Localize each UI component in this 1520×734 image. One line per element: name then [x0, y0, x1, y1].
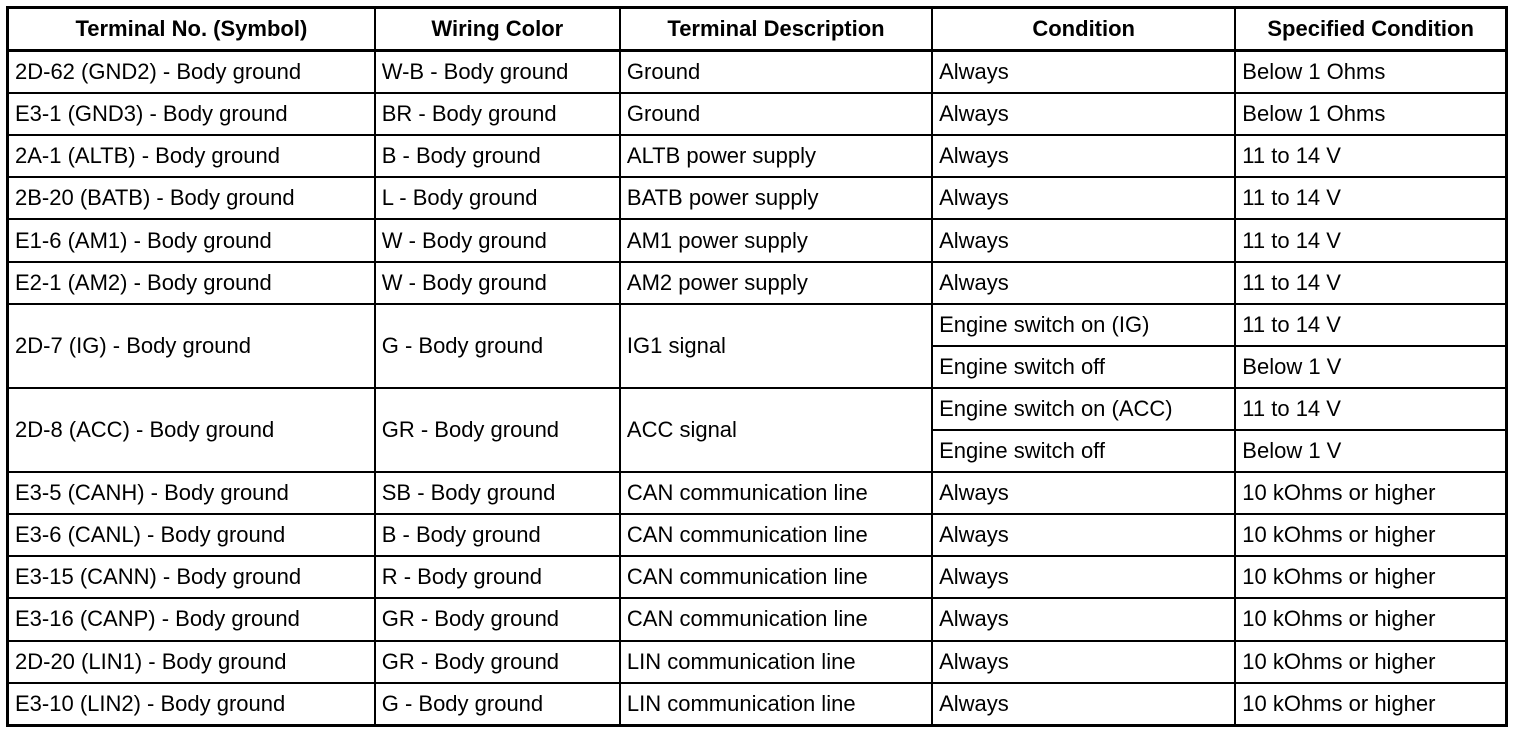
specified-condition-cell: 11 to 14 V [1235, 135, 1506, 177]
wiring-color-cell: B - Body ground [375, 135, 620, 177]
terminal-description-cell: CAN communication line [620, 472, 932, 514]
condition-cell: Always [932, 514, 1235, 556]
header-specified-condition: Specified Condition [1235, 8, 1506, 51]
table-row [8, 177, 1507, 219]
condition-cell: Engine switch off [932, 346, 1235, 388]
terminal-description-cell: AM1 power supply [620, 219, 932, 261]
specified-condition-cell: 11 to 14 V [1235, 262, 1506, 304]
terminal-description-cell: ALTB power supply [620, 135, 932, 177]
specified-condition-cell: Below 1 Ohms [1235, 51, 1506, 94]
specified-condition-cell: Below 1 Ohms [1235, 93, 1506, 135]
specified-condition-cell: 10 kOhms or higher [1235, 683, 1506, 726]
terminal-cell: 2D-7 (IG) - Body ground [8, 304, 375, 388]
table-row [8, 219, 1507, 261]
table-row [8, 598, 1507, 640]
table-row [8, 388, 1507, 430]
header-condition: Condition [932, 8, 1235, 51]
table-row [8, 304, 1507, 346]
terminal-description-cell: Ground [620, 93, 932, 135]
terminal-description-cell: CAN communication line [620, 598, 932, 640]
wiring-color-cell: BR - Body ground [375, 93, 620, 135]
header-terminal: Terminal No. (Symbol) [8, 8, 375, 51]
condition-cell: Always [932, 135, 1235, 177]
terminal-cell: E3-6 (CANL) - Body ground [8, 514, 375, 556]
terminal-cell: 2D-62 (GND2) - Body ground [8, 51, 375, 94]
wiring-color-cell: W - Body ground [375, 219, 620, 261]
terminal-cell: E3-15 (CANN) - Body ground [8, 556, 375, 598]
terminal-cell: 2D-8 (ACC) - Body ground [8, 388, 375, 472]
terminal-description-cell: LIN communication line [620, 641, 932, 683]
wiring-color-cell: W - Body ground [375, 262, 620, 304]
terminal-cell: E2-1 (AM2) - Body ground [8, 262, 375, 304]
wiring-color-cell: L - Body ground [375, 177, 620, 219]
terminal-cell: E3-5 (CANH) - Body ground [8, 472, 375, 514]
terminal-check-table [6, 6, 1508, 727]
condition-cell: Always [932, 219, 1235, 261]
specified-condition-cell: 11 to 14 V [1235, 177, 1506, 219]
condition-cell: Always [932, 51, 1235, 94]
specified-condition-cell: Below 1 V [1235, 346, 1506, 388]
terminal-description-cell: CAN communication line [620, 514, 932, 556]
condition-cell: Always [932, 641, 1235, 683]
table-row [8, 641, 1507, 683]
wiring-color-cell: GR - Body ground [375, 388, 620, 472]
terminal-cell: 2D-20 (LIN1) - Body ground [8, 641, 375, 683]
terminal-cell: E1-6 (AM1) - Body ground [8, 219, 375, 261]
condition-cell: Always [932, 93, 1235, 135]
terminal-description-cell: AM2 power supply [620, 262, 932, 304]
wiring-color-cell: B - Body ground [375, 514, 620, 556]
wiring-color-cell: R - Body ground [375, 556, 620, 598]
terminal-cell: 2B-20 (BATB) - Body ground [8, 177, 375, 219]
condition-cell: Engine switch on (ACC) [932, 388, 1235, 430]
condition-cell: Engine switch off [932, 430, 1235, 472]
specified-condition-cell: 10 kOhms or higher [1235, 514, 1506, 556]
wiring-color-cell: GR - Body ground [375, 598, 620, 640]
terminal-cell: E3-10 (LIN2) - Body ground [8, 683, 375, 726]
table-row [8, 556, 1507, 598]
terminal-description-cell: LIN communication line [620, 683, 932, 726]
terminal-description-cell: CAN communication line [620, 556, 932, 598]
table-row [8, 93, 1507, 135]
terminal-cell: 2A-1 (ALTB) - Body ground [8, 135, 375, 177]
wiring-color-cell: SB - Body ground [375, 472, 620, 514]
wiring-color-cell: G - Body ground [375, 683, 620, 726]
specified-condition-cell: 11 to 14 V [1235, 304, 1506, 346]
terminal-description-cell: Ground [620, 51, 932, 94]
specified-condition-cell: 10 kOhms or higher [1235, 556, 1506, 598]
terminal-cell: E3-1 (GND3) - Body ground [8, 93, 375, 135]
table-body [8, 51, 1507, 726]
table-row [8, 262, 1507, 304]
specified-condition-cell: 11 to 14 V [1235, 219, 1506, 261]
header-terminal-description: Terminal Description [620, 8, 932, 51]
header-row [8, 8, 1507, 51]
terminal-description-cell: IG1 signal [620, 304, 932, 388]
wiring-color-cell: G - Body ground [375, 304, 620, 388]
header-wiring-color: Wiring Color [375, 8, 620, 51]
specified-condition-cell: 10 kOhms or higher [1235, 472, 1506, 514]
terminal-cell: E3-16 (CANP) - Body ground [8, 598, 375, 640]
condition-cell: Always [932, 556, 1235, 598]
table-row [8, 472, 1507, 514]
terminal-description-cell: ACC signal [620, 388, 932, 472]
condition-cell: Engine switch on (IG) [932, 304, 1235, 346]
specified-condition-cell: Below 1 V [1235, 430, 1506, 472]
specified-condition-cell: 10 kOhms or higher [1235, 598, 1506, 640]
terminal-description-cell: BATB power supply [620, 177, 932, 219]
wiring-color-cell: W-B - Body ground [375, 51, 620, 94]
table-row [8, 135, 1507, 177]
condition-cell: Always [932, 472, 1235, 514]
wiring-color-cell: GR - Body ground [375, 641, 620, 683]
condition-cell: Always [932, 262, 1235, 304]
table-row [8, 683, 1507, 726]
table-row [8, 51, 1507, 94]
condition-cell: Always [932, 598, 1235, 640]
table-row [8, 514, 1507, 556]
condition-cell: Always [932, 683, 1235, 726]
specified-condition-cell: 10 kOhms or higher [1235, 641, 1506, 683]
condition-cell: Always [932, 177, 1235, 219]
specified-condition-cell: 11 to 14 V [1235, 388, 1506, 430]
